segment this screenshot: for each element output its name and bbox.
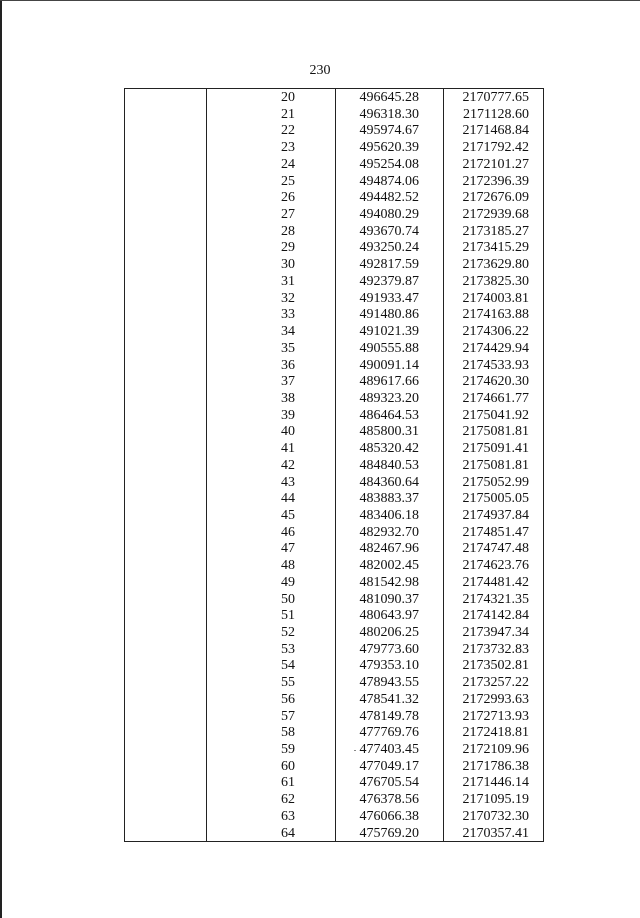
y-coordinate-cell: 2172396.39 (462, 173, 529, 189)
table-row (125, 575, 543, 592)
x-coordinate-cell: 492379.87 (359, 273, 419, 289)
y-coordinate-cell: 2174620.30 (462, 374, 529, 390)
x-coordinate-cell: 482002.45 (359, 558, 419, 574)
table-row (125, 324, 543, 341)
y-coordinate-cell: 2171792.42 (462, 140, 529, 156)
x-coordinate-cell: 483883.37 (359, 491, 419, 507)
point-number-cell: 58 (281, 725, 295, 741)
table-row (125, 709, 543, 726)
x-coordinate-cell: 494874.06 (359, 173, 419, 189)
coordinates-table (124, 88, 544, 842)
x-coordinate-cell: 481090.37 (359, 591, 419, 607)
table-row (125, 291, 543, 308)
x-coordinate-cell: 491480.86 (359, 307, 419, 323)
y-coordinate-cell: 2173732.83 (462, 641, 529, 657)
x-coordinate-cell: 485800.31 (359, 424, 419, 440)
point-number-cell: 47 (281, 541, 295, 557)
y-coordinate-cell: 2172101.27 (462, 156, 529, 172)
point-number-cell: 63 (281, 808, 295, 824)
y-coordinate-cell: 2172676.09 (462, 190, 529, 206)
y-coordinate-cell: 2172418.81 (462, 725, 529, 741)
table-row (125, 240, 543, 257)
y-coordinate-cell: 2171095.19 (462, 792, 529, 808)
point-number-cell: 57 (281, 708, 295, 724)
table-row (125, 257, 543, 274)
y-coordinate-cell: 2170732.30 (462, 808, 529, 824)
x-coordinate-cell: 479353.10 (359, 658, 419, 674)
y-coordinate-cell: 2174306.22 (462, 324, 529, 340)
point-number-cell: 52 (281, 625, 295, 640)
point-number-cell: 28 (281, 223, 295, 239)
x-coordinate-cell: 478541.32 (359, 691, 419, 707)
table-row (125, 358, 543, 375)
table-row (125, 775, 543, 792)
y-coordinate-cell: 2175081.81 (462, 424, 529, 440)
point-number-cell: 30 (281, 257, 295, 273)
y-coordinate-cell: 2174623.76 (462, 558, 529, 574)
point-number-cell: 55 (281, 675, 295, 691)
x-coordinate-cell: 478149.78 (359, 708, 419, 724)
table-row (125, 558, 543, 575)
x-coordinate-cell: 476705.54 (359, 775, 419, 791)
y-coordinate-cell: 2174533.93 (462, 357, 529, 373)
point-number-cell: 49 (281, 574, 295, 590)
table-row (125, 374, 543, 391)
table-row (125, 174, 543, 191)
point-number-cell: 27 (281, 207, 295, 223)
x-coordinate-cell: 495974.67 (359, 123, 419, 139)
point-number-cell: 23 (281, 140, 295, 156)
point-number-cell: 45 (281, 507, 295, 523)
x-coordinate-cell: 485320.42 (359, 441, 419, 457)
x-coordinate-cell: 494080.29 (359, 207, 419, 223)
y-coordinate-cell: 2174163.88 (462, 307, 529, 323)
x-coordinate-cell: 496318.30 (359, 106, 419, 122)
point-number-cell: 20 (281, 90, 295, 105)
y-coordinate-cell: 2172713.93 (462, 708, 529, 724)
y-coordinate-cell: 2174661.77 (462, 390, 529, 406)
point-number-cell: 35 (281, 340, 295, 356)
point-number-cell: 38 (281, 390, 295, 406)
x-coordinate-cell: 478943.55 (359, 675, 419, 691)
table-row (125, 625, 543, 642)
table-row (125, 826, 543, 843)
point-number-cell: 61 (281, 775, 295, 791)
y-coordinate-cell: 2170777.65 (462, 90, 529, 105)
y-coordinate-cell: 2174321.35 (462, 591, 529, 607)
point-number-cell: 46 (281, 524, 295, 540)
x-coordinate-cell: 495254.08 (359, 156, 419, 172)
point-number-cell: 50 (281, 591, 295, 607)
x-coordinate-cell: 491933.47 (359, 290, 419, 306)
y-coordinate-cell: 2174937.84 (462, 507, 529, 523)
y-coordinate-cell: 2175081.81 (462, 457, 529, 473)
table-row (125, 725, 543, 742)
table-row (125, 642, 543, 659)
point-number-cell: 60 (281, 758, 295, 774)
table-row (125, 675, 543, 692)
x-coordinate-cell: 492817.59 (359, 257, 419, 273)
page-number: 230 (309, 63, 331, 78)
table-row (125, 658, 543, 675)
table-row (125, 140, 543, 157)
x-coordinate-cell: 475769.20 (359, 825, 419, 841)
y-coordinate-cell: 2174142.84 (462, 608, 529, 624)
x-coordinate-cell: 494482.52 (359, 190, 419, 206)
y-coordinate-cell: 2173415.29 (462, 240, 529, 256)
point-number-cell: 33 (281, 307, 295, 323)
x-coordinate-cell: 486464.53 (359, 407, 419, 423)
table-row (125, 458, 543, 475)
x-coordinate-cell: 493670.74 (359, 223, 419, 239)
table-row (125, 592, 543, 609)
point-number-cell: 54 (281, 658, 295, 674)
table-row (125, 491, 543, 508)
table-row (125, 508, 543, 525)
point-number-cell: 64 (281, 825, 295, 841)
x-coordinate-cell: 479773.60 (359, 641, 419, 657)
x-coordinate-cell: 482932.70 (359, 524, 419, 540)
point-number-cell: 26 (281, 190, 295, 206)
y-coordinate-cell: 2175005.05 (462, 491, 529, 507)
y-coordinate-cell: 2174429.94 (462, 340, 529, 356)
point-number-cell: 56 (281, 691, 295, 707)
point-number-cell: 42 (281, 457, 295, 473)
y-coordinate-cell: 2175041.92 (462, 407, 529, 423)
y-coordinate-cell: 2172993.63 (462, 691, 529, 707)
point-number-cell: 34 (281, 324, 295, 340)
point-number-cell: 41 (281, 441, 295, 457)
point-number-cell: 62 (281, 792, 295, 808)
point-number-cell: 48 (281, 558, 295, 574)
x-coordinate-cell: 495620.39 (359, 140, 419, 156)
y-coordinate-cell: 2172109.96 (462, 742, 529, 758)
x-coordinate-cell: 476066.38 (359, 808, 419, 824)
x-coordinate-cell: 489617.66 (359, 374, 419, 390)
y-coordinate-cell: 2173825.30 (462, 273, 529, 289)
y-coordinate-cell: 2171128.60 (463, 106, 529, 122)
point-number-cell: 59 (281, 742, 295, 758)
y-coordinate-cell: 2173629.80 (462, 257, 529, 273)
y-coordinate-cell: 2174851.47 (462, 524, 529, 540)
scan-speck (354, 750, 356, 751)
table-row (125, 792, 543, 809)
x-coordinate-cell: 483406.18 (359, 507, 419, 523)
x-coordinate-cell: 482467.96 (359, 541, 419, 557)
y-coordinate-cell: 2171786.38 (462, 758, 529, 774)
table-row (125, 742, 543, 759)
y-coordinate-cell: 2175091.41 (462, 441, 529, 457)
point-number-cell: 51 (281, 608, 295, 624)
page-left-edge (0, 0, 2, 918)
table-row (125, 224, 543, 241)
x-coordinate-cell: 480206.25 (359, 625, 419, 640)
y-coordinate-cell: 2174747.48 (462, 541, 529, 557)
y-coordinate-cell: 2172939.68 (462, 207, 529, 223)
table-row (125, 307, 543, 324)
table-row (125, 190, 543, 207)
point-number-cell: 39 (281, 407, 295, 423)
table-body (125, 90, 543, 842)
x-coordinate-cell: 484840.53 (359, 457, 419, 473)
x-coordinate-cell: 490091.14 (359, 357, 419, 373)
table-row (125, 475, 543, 492)
y-coordinate-cell: 2170357.41 (462, 825, 529, 841)
x-coordinate-cell: 481542.98 (359, 574, 419, 590)
y-coordinate-cell: 2171468.84 (462, 123, 529, 139)
y-coordinate-cell: 2174003.81 (462, 290, 529, 306)
x-coordinate-cell: 477049.17 (359, 758, 419, 774)
table-row (125, 608, 543, 625)
x-coordinate-cell: 490555.88 (359, 340, 419, 356)
point-number-cell: 44 (281, 491, 295, 507)
point-number-cell: 43 (281, 474, 295, 490)
table-row (125, 441, 543, 458)
table-row (125, 157, 543, 174)
y-coordinate-cell: 2173185.27 (462, 223, 529, 239)
x-coordinate-cell: 489323.20 (359, 390, 419, 406)
x-coordinate-cell: 480643.97 (359, 608, 419, 624)
table-row (125, 424, 543, 441)
table-row (125, 408, 543, 425)
table-row (125, 107, 543, 124)
table-row (125, 541, 543, 558)
table-row (125, 809, 543, 826)
x-coordinate-cell: 476378.56 (359, 792, 419, 808)
point-number-cell: 32 (281, 290, 295, 306)
table-row (125, 90, 543, 107)
x-coordinate-cell: 493250.24 (359, 240, 419, 256)
table-row (125, 692, 543, 709)
table-row (125, 123, 543, 140)
y-coordinate-cell: 2173502.81 (462, 658, 529, 674)
point-number-cell: 40 (281, 424, 295, 440)
point-number-cell: 31 (281, 273, 295, 289)
x-coordinate-cell: 477403.45 (359, 742, 419, 758)
point-number-cell: 22 (281, 123, 295, 139)
page-top-edge (0, 0, 640, 1)
point-number-cell: 21 (281, 106, 295, 122)
point-number-cell: 53 (281, 641, 295, 657)
table-row (125, 274, 543, 291)
table-row (125, 759, 543, 776)
table-row (125, 525, 543, 542)
point-number-cell: 37 (281, 374, 295, 390)
y-coordinate-cell: 2173257.22 (462, 675, 529, 691)
point-number-cell: 25 (281, 173, 295, 189)
table-row (125, 391, 543, 408)
point-number-cell: 24 (281, 156, 295, 172)
y-coordinate-cell: 2171446.14 (462, 775, 529, 791)
x-coordinate-cell: 484360.64 (359, 474, 419, 490)
x-coordinate-cell: 491021.39 (359, 324, 419, 340)
y-coordinate-cell: 2173947.34 (462, 625, 529, 640)
y-coordinate-cell: 2175052.99 (462, 474, 529, 490)
y-coordinate-cell: 2174481.42 (462, 574, 529, 590)
point-number-cell: 29 (281, 240, 295, 256)
point-number-cell: 36 (281, 357, 295, 373)
x-coordinate-cell: 477769.76 (359, 725, 419, 741)
table-row (125, 207, 543, 224)
table-row (125, 341, 543, 358)
x-coordinate-cell: 496645.28 (359, 90, 419, 105)
